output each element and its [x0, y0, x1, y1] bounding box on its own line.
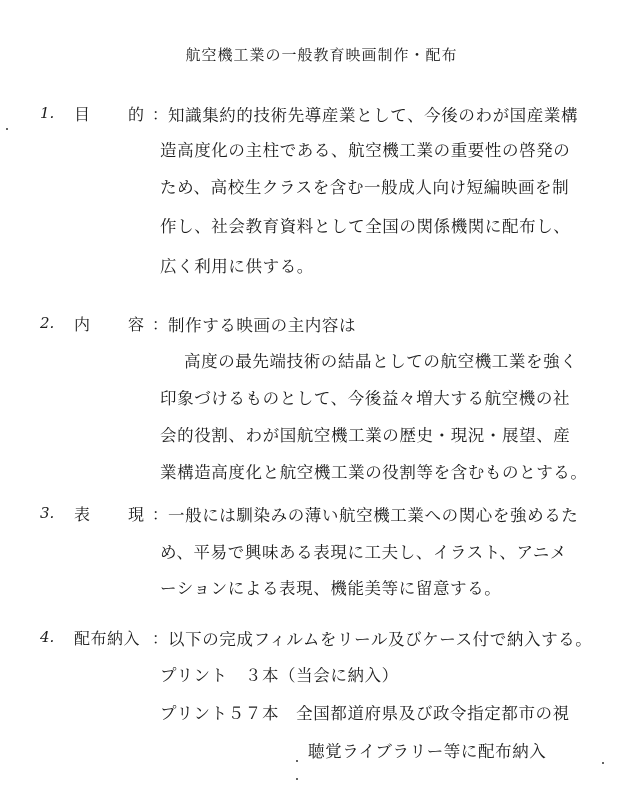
- section-number: 4.: [40, 628, 55, 646]
- section-label-second: 容: [128, 315, 145, 334]
- body-line: 聴覚ライブラリー等に配布納入: [308, 742, 547, 761]
- body-line: 知識集約的技術先導産業として、今後のわが国産業構: [168, 106, 579, 125]
- scan-speck: [296, 760, 298, 762]
- body-line: プリント ３本（当会に納入）: [160, 666, 399, 685]
- document-title: 航空機工業の一般教育映画制作・配布: [185, 46, 458, 64]
- body-line: ーションによる表現、機能美等に留意する。: [160, 579, 502, 598]
- body-line: 高度の最先端技術の結晶としての航空機工業を強く: [184, 352, 578, 371]
- section-colon: ：: [152, 629, 169, 648]
- section-number: 3.: [40, 504, 55, 522]
- section-label-second: 的: [128, 105, 145, 124]
- section-number: 1.: [40, 104, 55, 122]
- body-line: 会的役割、わが国航空機工業の歴史・現況・展望、産: [160, 426, 571, 445]
- body-line: 一般には馴染みの薄い航空機工業への関心を強めるた: [168, 506, 579, 525]
- section-label: 配布納入: [74, 629, 141, 648]
- scan-speck: [296, 778, 298, 780]
- section-label-first: 内: [74, 315, 91, 334]
- body-line: 印象づけるものとして、今後益々増大する航空機の社: [160, 389, 571, 408]
- body-line: 制作する映画の主内容は: [168, 316, 357, 335]
- section-label-first: 目: [74, 105, 91, 124]
- section-colon: ：: [152, 315, 169, 334]
- section-colon: ：: [152, 105, 169, 124]
- section-label-second: 現: [128, 505, 145, 524]
- body-line: プリント５７本 全国都道府県及び政令指定都市の視: [160, 704, 570, 723]
- body-line: め、平易で興味ある表現に工夫し、イラスト、アニメ: [160, 543, 567, 562]
- scan-speck: [6, 128, 8, 130]
- scan-speck: [602, 762, 604, 764]
- body-line: 以下の完成フィルムをリール及びケース付で納入する。: [168, 630, 593, 649]
- section-colon: ：: [152, 505, 169, 524]
- body-line: 広く利用に供する。: [160, 257, 314, 276]
- body-line: 作し、社会教育資料として全国の関係機関に配布し、: [160, 217, 571, 236]
- section-label-first: 表: [74, 505, 91, 524]
- section-number: 2.: [40, 314, 55, 332]
- body-line: ため、高校生クラスを含む一般成人向け短編映画を制: [160, 178, 570, 197]
- body-line: 造高度化の主柱である、航空機工業の重要性の啓発の: [160, 141, 571, 160]
- body-line: 業構造高度化と航空機工業の役割等を含むものとする。: [160, 463, 588, 482]
